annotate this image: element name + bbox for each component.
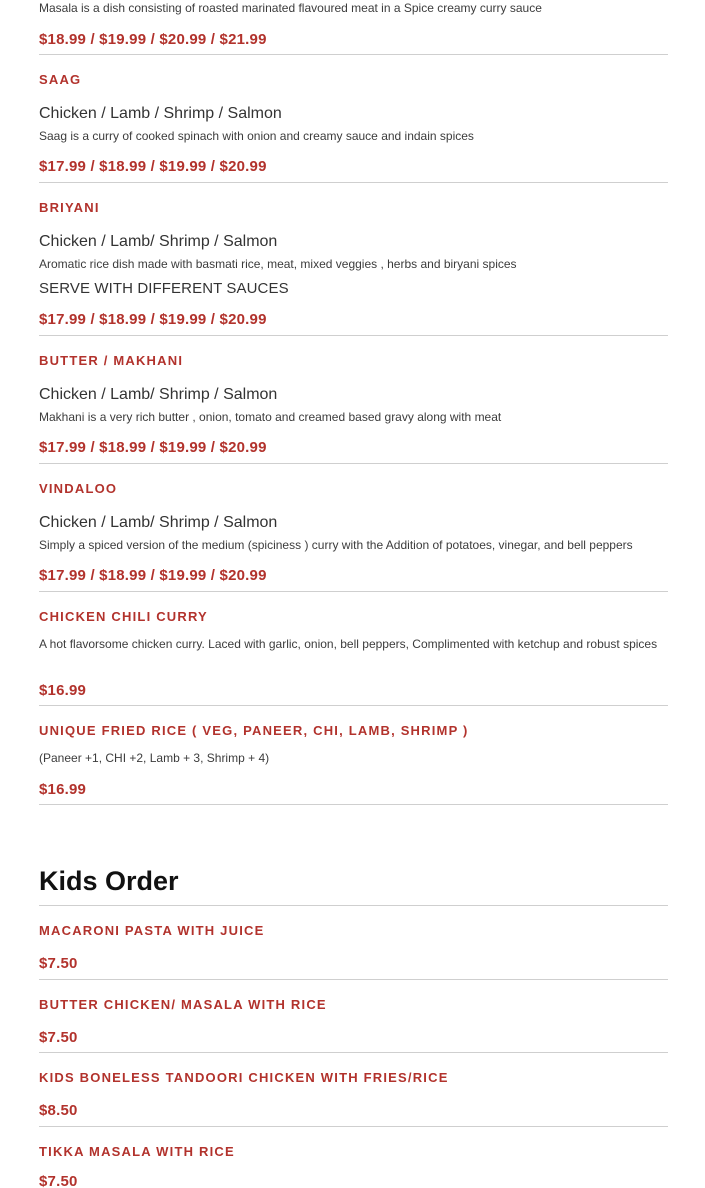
item-variants-vindaloo: Chicken / Lamb/ Shrimp / Salmon xyxy=(39,514,278,531)
kids-item-price: $7.50 xyxy=(39,1173,78,1188)
divider xyxy=(39,1126,668,1127)
item-price-vindaloo: $17.99 / $18.99 / $19.99 / $20.99 xyxy=(39,567,267,584)
kids-item-title[interactable]: KIDS BONELESS TANDOORI CHICKEN WITH FRIES/RICE xyxy=(39,1070,449,1085)
item-price-briyani: $17.99 / $18.99 / $19.99 / $20.99 xyxy=(39,311,267,328)
kids-item-title[interactable]: BUTTER CHICKEN/ MASALA WITH RICE xyxy=(39,997,327,1012)
item-description-unique-fried-rice: (Paneer +1, CHI +2, Lamb + 3, Shrimp + 4) xyxy=(39,751,270,765)
item-description-vindaloo: Simply a spiced version of the medium (spiciness ) curry with the Addition of potatoes, vinegar, and bell peppers xyxy=(39,538,633,552)
item-description-saag: Saag is a curry of cooked spinach with onion and creamy sauce and indain spices xyxy=(39,129,474,143)
item-title-butter-makhani[interactable]: BUTTER / MAKHANI xyxy=(39,353,184,368)
divider xyxy=(39,182,668,183)
section-heading-kids-order: Kids Order xyxy=(39,866,179,896)
kids-item-price: $7.50 xyxy=(39,1029,78,1046)
kids-item-title[interactable]: MACARONI PASTA WITH JUICE xyxy=(39,923,265,938)
divider xyxy=(39,591,668,592)
item-variants-briyani: Chicken / Lamb/ Shrimp / Salmon xyxy=(39,233,278,250)
item-price-butter-makhani: $17.99 / $18.99 / $19.99 / $20.99 xyxy=(39,439,267,456)
item-price-saag: $17.99 / $18.99 / $19.99 / $20.99 xyxy=(39,158,267,175)
item-price-chicken-chili-curry: $16.99 xyxy=(39,682,87,699)
masala-description: Masala is a dish consisting of roasted marinated flavoured meat in a Spice creamy curry sauce xyxy=(39,1,542,15)
item-note-briyani: SERVE WITH DIFFERENT SAUCES xyxy=(39,280,289,297)
item-description-chicken-chili-curry: A hot flavorsome chicken curry. Laced with garlic, onion, bell peppers, Complimented with ketchup and robust spices xyxy=(39,637,658,651)
divider xyxy=(39,1052,668,1053)
item-variants-saag: Chicken / Lamb / Shrimp / Salmon xyxy=(39,105,282,122)
kids-item-price: $7.50 xyxy=(39,955,78,972)
item-price-unique-fried-rice: $16.99 xyxy=(39,781,87,798)
divider xyxy=(39,705,668,706)
divider xyxy=(39,463,668,464)
item-title-chicken-chili-curry[interactable]: CHICKEN CHILI CURRY xyxy=(39,609,208,624)
item-description-briyani: Aromatic rice dish made with basmati rice, meat, mixed veggies , herbs and biryani spices xyxy=(39,257,517,271)
item-variants-butter-makhani: Chicken / Lamb/ Shrimp / Salmon xyxy=(39,386,278,403)
divider xyxy=(39,54,668,55)
item-title-vindaloo[interactable]: VINDALOO xyxy=(39,481,118,496)
item-title-saag[interactable]: SAAG xyxy=(39,72,82,87)
kids-item-price: $8.50 xyxy=(39,1102,78,1119)
divider xyxy=(39,905,668,906)
divider xyxy=(39,979,668,980)
divider xyxy=(39,335,668,336)
item-title-briyani[interactable]: BRIYANI xyxy=(39,200,100,215)
masala-price: $18.99 / $19.99 / $20.99 / $21.99 xyxy=(39,31,267,48)
item-title-unique-fried-rice[interactable]: UNIQUE FRIED RICE ( VEG, PANEER, CHI, LAMB, SHRIMP ) xyxy=(39,723,469,738)
kids-item-title[interactable]: TIKKA MASALA WITH RICE xyxy=(39,1144,235,1159)
menu-page xyxy=(39,0,668,1188)
item-description-butter-makhani: Makhani is a very rich butter , onion, tomato and creamed based gravy along with meat xyxy=(39,410,502,424)
divider xyxy=(39,804,668,805)
